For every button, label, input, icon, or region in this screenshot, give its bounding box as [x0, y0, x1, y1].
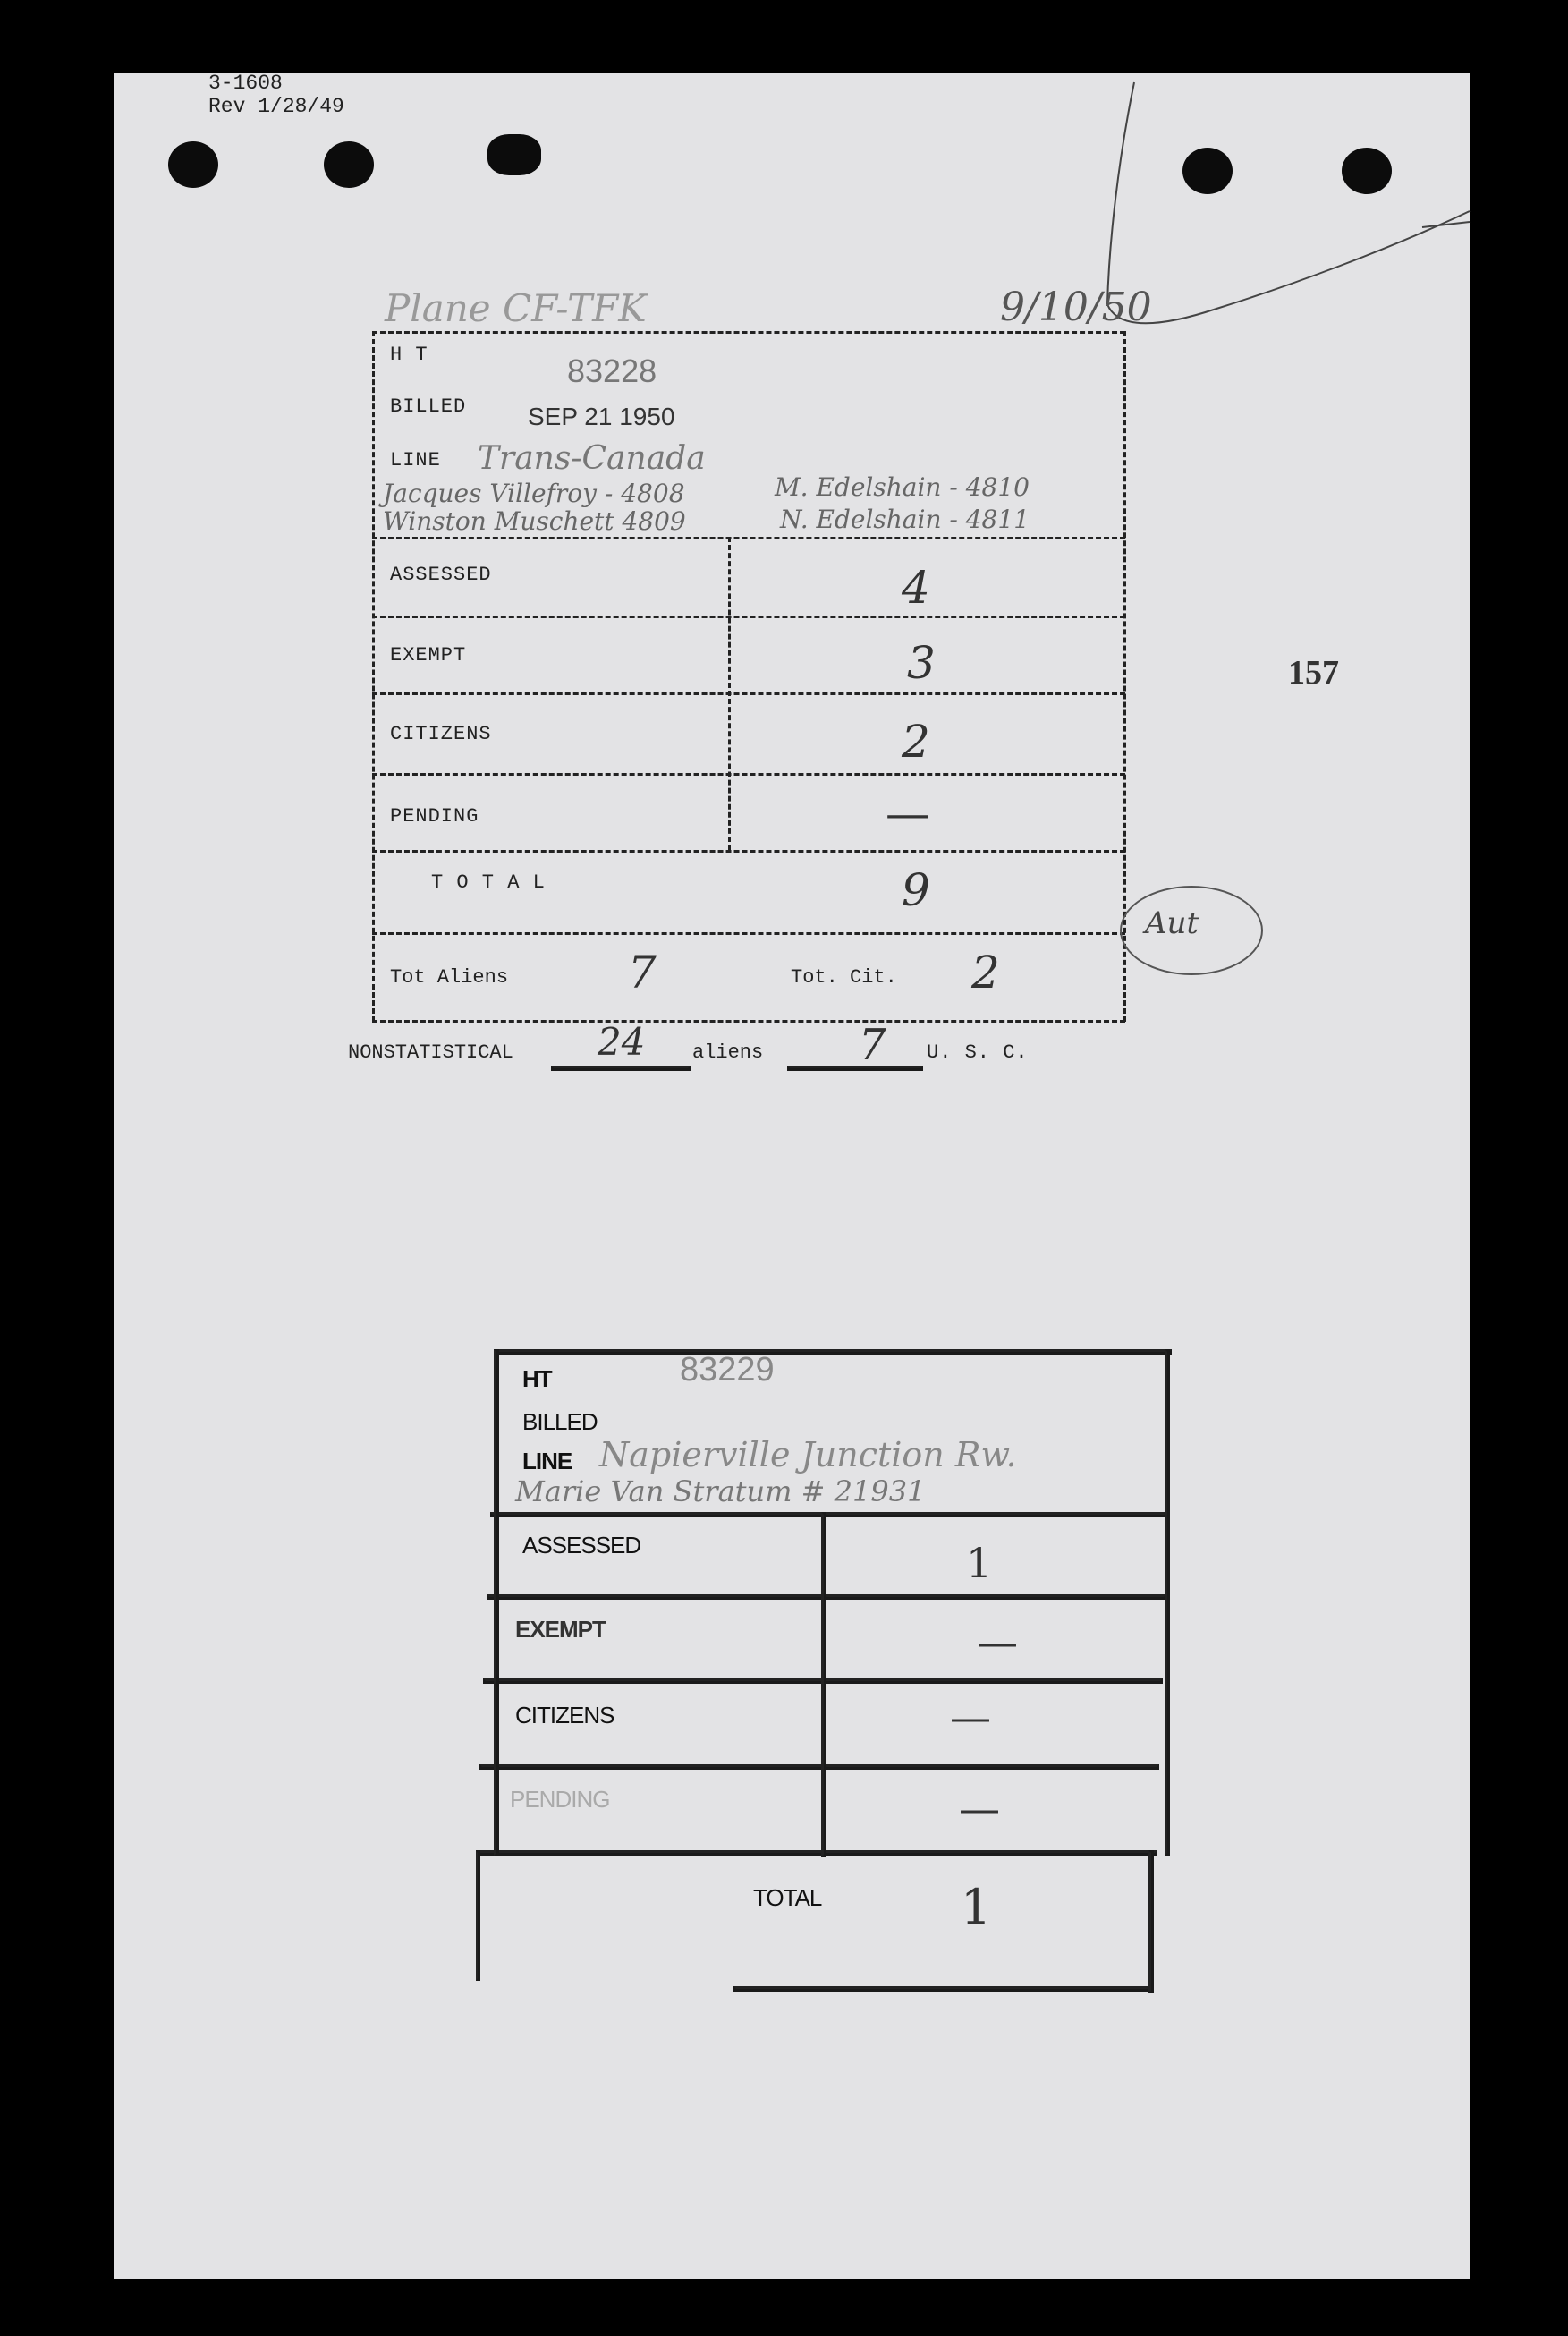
card2-exempt-label: EXEMPT	[515, 1616, 606, 1643]
card-border	[372, 850, 1125, 853]
assessed-value: 4	[902, 562, 930, 614]
card2-pending-label: PENDING	[510, 1786, 610, 1813]
billed-stamp: SEP 21 1950	[528, 403, 675, 430]
passenger-2: Winston Muschett 4809	[383, 506, 686, 536]
card2-assessed-label: ASSESSED	[522, 1532, 641, 1559]
card2-total-label: TOTAL	[753, 1884, 822, 1911]
card2-exempt-value: —	[977, 1618, 1018, 1666]
citizens-value: 2	[902, 716, 930, 768]
card2-border	[494, 1349, 1172, 1355]
passenger-4: N. Edelshain - 4811	[780, 505, 1030, 534]
card-border	[372, 1020, 1125, 1023]
card2-total-value: 1	[961, 1879, 992, 1935]
passenger-3: M. Edelshain - 4810	[775, 472, 1030, 502]
pen-marks	[0, 0, 1568, 447]
ht-label: H T	[390, 344, 428, 366]
card2-citizens-label: CITIZENS	[515, 1702, 614, 1729]
tot-aliens-label: Tot Aliens	[390, 966, 509, 989]
tot-aliens-value: 7	[628, 947, 657, 998]
nonstat-aliens-label: aliens	[692, 1041, 764, 1064]
form-number: 3-1608	[208, 72, 283, 95]
nonstat-usc-underline	[787, 1066, 923, 1071]
card2-ht-label: HT	[522, 1365, 552, 1392]
card-border	[372, 537, 1125, 539]
exempt-label: EXEMPT	[390, 644, 467, 667]
line-label: LINE	[390, 449, 441, 471]
card2-line-label: LINE	[522, 1448, 572, 1474]
card2-ht-number: 83229	[680, 1351, 775, 1389]
pending-value: —	[886, 787, 930, 839]
total-value: 9	[902, 864, 930, 916]
card-border	[372, 331, 375, 1022]
card2-assessed-value: 1	[966, 1539, 993, 1587]
card2-billed-label: BILLED	[522, 1408, 598, 1435]
card2-border	[733, 1986, 1152, 1992]
line-value: Trans-Canada	[478, 440, 706, 477]
nonstat-usc-value: 7	[859, 1020, 886, 1070]
exempt-value: 3	[907, 637, 936, 689]
card2-citizens-value: —	[950, 1693, 991, 1741]
nonstat-label: NONSTATISTICAL	[348, 1041, 513, 1064]
plane-id: Plane CF-TFK	[385, 286, 647, 330]
circled-note-text: Aut	[1145, 905, 1199, 941]
tot-cit-value: 2	[971, 947, 1000, 998]
billed-label: BILLED	[390, 395, 467, 418]
ht-number: 83228	[567, 353, 657, 389]
card2-border	[1165, 1349, 1170, 1856]
pending-label: PENDING	[390, 805, 479, 828]
nonstat-aliens-value: 24	[598, 1020, 646, 1064]
card-border	[372, 692, 1125, 695]
card-border	[372, 331, 1125, 334]
tot-cit-label: Tot. Cit.	[791, 966, 897, 989]
card2-border	[821, 1512, 826, 1857]
card2-line-value: Napierville Junction Rw.	[599, 1435, 1017, 1474]
card2-border	[476, 1850, 480, 1981]
card2-border	[476, 1850, 1157, 1856]
card2-border	[494, 1349, 499, 1856]
card2-border	[487, 1594, 1166, 1600]
nonstat-aliens-underline	[551, 1066, 691, 1071]
card2-border	[1148, 1850, 1154, 1993]
card2-pending-value: —	[959, 1784, 1000, 1832]
card-date: 9/10/50	[1000, 285, 1152, 330]
card-border	[372, 932, 1125, 935]
total-label: T O T A L	[431, 871, 546, 894]
card2-passenger: Marie Van Stratum # 21931	[515, 1474, 926, 1508]
page-number: 157	[1288, 654, 1339, 692]
passenger-1: Jacques Villefroy - 4808	[383, 479, 685, 508]
card-border	[728, 537, 731, 850]
form-revision: Rev 1/28/49	[208, 95, 344, 118]
citizens-label: CITIZENS	[390, 723, 492, 745]
nonstat-usc-label: U. S. C.	[927, 1041, 1029, 1064]
card2-border	[490, 1512, 1168, 1517]
assessed-label: ASSESSED	[390, 564, 492, 586]
card2-border	[479, 1764, 1159, 1770]
card-border	[372, 616, 1125, 618]
card-border	[372, 773, 1125, 776]
